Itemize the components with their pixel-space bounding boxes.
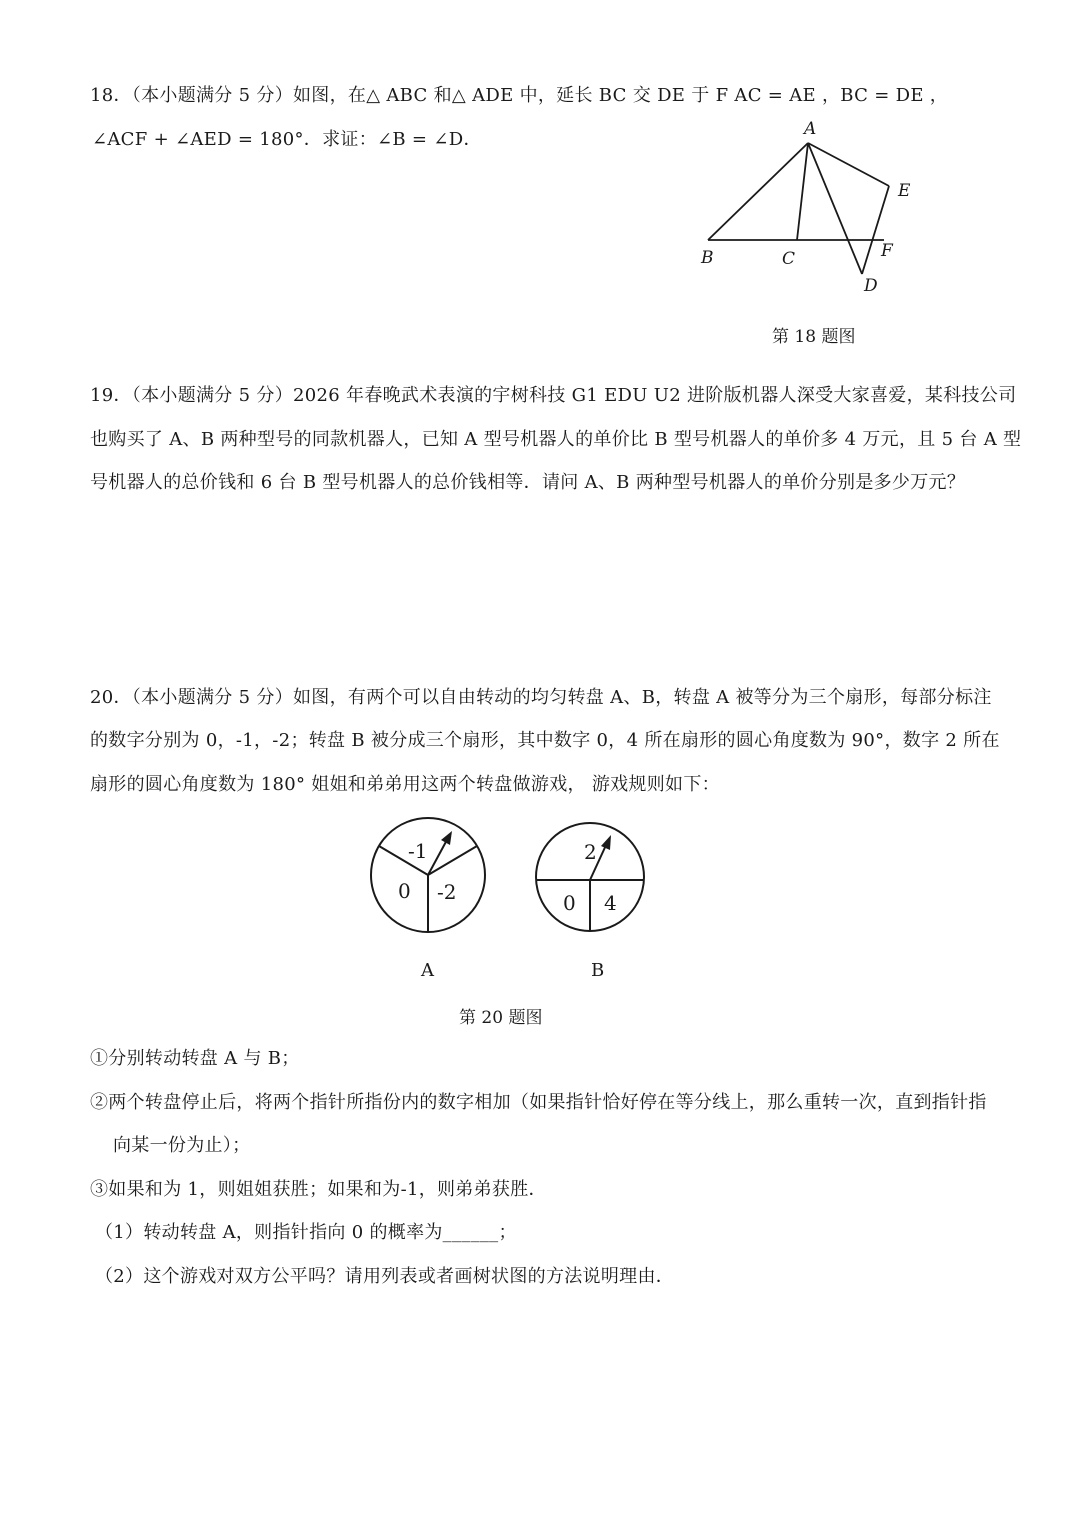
figure-18-caption: 第 18 题图 bbox=[772, 327, 856, 347]
q19-line-3: 号机器人的总价钱和 6 台 B 型号机器人的总价钱相等．请问 A、B 两种型号机器人的单价分别是多少万元？ bbox=[90, 472, 966, 493]
q20-line-2: 的数字分别为 0，-1，-2；转盘 B 被分成三个扇形，其中数字 0，4 所在扇形的圆心角度数为 90°，数字 2 所在 bbox=[90, 730, 1000, 751]
spinner-a bbox=[371, 818, 485, 932]
segment-AE bbox=[808, 143, 889, 186]
spinner-b-number-4: 4 bbox=[604, 891, 617, 915]
segment-AD bbox=[808, 143, 862, 274]
q20-line-1: 20．（本小题满分 5 分）如图，有两个可以自由转动的均匀转盘 A、B，转盘 A 被等分为三个扇形，每部分标注 bbox=[90, 687, 992, 708]
spinner-b-caption: B bbox=[591, 960, 605, 981]
q20-sub-question-2: （2）这个游戏对双方公平吗？请用列表或者画树状图的方法说明理由． bbox=[95, 1266, 675, 1287]
q20-rule-1: ①分别转动转盘 A 与 B； bbox=[90, 1048, 300, 1069]
segment-AB bbox=[708, 143, 808, 240]
segment-AC bbox=[797, 143, 808, 240]
point-D-label: D bbox=[864, 276, 878, 296]
spinner-a-arrowhead bbox=[441, 831, 452, 845]
point-F-label: F bbox=[881, 241, 893, 261]
q20-rule-3: ③如果和为 1，则姐姐获胜；如果和为-1，则弟弟获胜． bbox=[90, 1179, 547, 1200]
q18-line-1: 18．（本小题满分 5 分）如图，在△ ABC 和△ ADE 中，延长 BC 交 DE 于 F AC = AE ，BC = DE ， bbox=[90, 85, 949, 106]
point-E-label: E bbox=[898, 181, 911, 201]
q18-line-2: ∠ACF + ∠AED = 180°．求证：∠B = ∠D． bbox=[92, 129, 482, 150]
spinner-b-number-0: 0 bbox=[563, 891, 576, 915]
point-B-label: B bbox=[701, 248, 714, 268]
point-A-label: A bbox=[804, 119, 817, 139]
q19-line-1: 19．（本小题满分 5 分）2026 年春晚武术表演的宇树科技 G1 EDU U2 进阶版机器人深受大家喜爱，某科技公司 bbox=[90, 385, 1017, 406]
spinner-a-number-0: 0 bbox=[398, 879, 411, 903]
q20-rule-2a: ②两个转盘停止后，将两个指针所指份内的数字相加（如果指针恰好停在等分线上，那么重转一次，直到指针指 bbox=[90, 1092, 987, 1113]
q20-line-3: 扇形的圆心角度数为 180° 姐姐和弟弟用这两个转盘做游戏， 游戏规则如下： bbox=[90, 774, 720, 795]
figure-20-caption: 第 20 题图 bbox=[459, 1008, 543, 1028]
spinner-a-number-minus1: -1 bbox=[408, 839, 428, 863]
spinner-a-number-minus2: -2 bbox=[437, 880, 457, 904]
q20-rule-2b: 向某一份为止）； bbox=[113, 1135, 251, 1156]
q20-sub-question-1: （1）转动转盘 A，则指针指向 0 的概率为______； bbox=[95, 1222, 517, 1243]
q19-line-2: 也购买了 A、B 两种型号的同款机器人，已知 A 型号机器人的单价比 B 型号机器人的单价多 4 万元，且 5 台 A 型 bbox=[90, 429, 1022, 450]
figure-18-geometry bbox=[708, 143, 889, 274]
spinner-b-arrowhead bbox=[601, 835, 611, 850]
spinner-a-caption: A bbox=[421, 960, 434, 981]
point-C-label: C bbox=[782, 249, 796, 269]
spinner-b-number-2: 2 bbox=[584, 840, 597, 864]
